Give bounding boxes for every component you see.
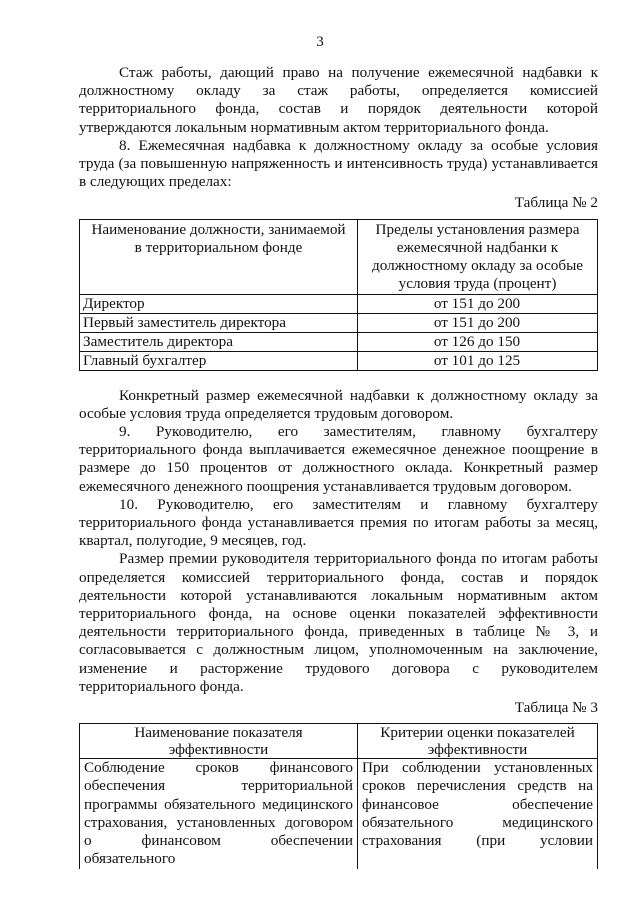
paragraph-item-8: 8. Ежемесячная надбавка к должностному окладу за особые условия труда (за повышенную напряженность и интенсивность труда) устанавливается в следующих пределах: — [79, 136, 598, 191]
indicator-cell: Соблюдение сроков финансового обеспечения территориальной программы обязательного медицинского страхования, установленных договором о финансовом обеспечении обязательного — [80, 759, 358, 869]
table-header-cell: Критерии оценки показателей эффективности — [358, 724, 598, 759]
page-number: 3 — [316, 34, 324, 50]
paragraph-specific-size: Конкретный размер ежемесячной надбавки к должностному окладу за особые условия труда определяется трудовым договором. — [79, 386, 598, 422]
table-header-row — [80, 724, 598, 759]
range-cell: от 101 до 125 — [358, 351, 598, 370]
table-row — [80, 295, 598, 314]
paragraph-item-9: 9. Руководителю, его заместителям, главному бухгалтеру территориального фонда выплачивается ежемесячное денежное поощрение в размере до 150 процентов от должностного оклада. Конкретный размер ежемесячного денежного поощрения устанавливается трудовым договором. — [79, 423, 598, 495]
range-cell: от 151 до 200 — [358, 314, 598, 333]
paragraph-seniority: Стаж работы, дающий право на получение ежемесячной надбавки к должностному окладу за стаж работы, определяется комиссией территориального фонда, состав и порядок деятельности которой утверждаются локальным нормативным актом территориального фонда. — [79, 64, 598, 136]
table-3 — [79, 723, 598, 868]
paragraph-bonus-size: Размер премии руководителя территориального фонда по итогам работы определяется комиссией территориального фонда, состав и порядок деятельности которой устанавливаются локальным нормативным актом территориального фонда, на основе оценки показателей эффективности деятельности территориального фонда, приведенных в таблице № 3, и согласовывается с должностным лицом, уполномоченным на заключение, изменение и расторжение трудового договора с руководителем территориального фонда. — [79, 550, 598, 695]
table-row — [80, 759, 598, 869]
table-row — [80, 314, 598, 333]
position-cell: Главный бухгалтер — [80, 351, 358, 370]
criteria-cell: При соблюдении установленных сроков перечисления средств на финансовое обеспечение обязательного медицинского страхования (при условии — [358, 759, 598, 869]
range-cell: от 126 до 150 — [358, 333, 598, 352]
table-header-row — [80, 219, 598, 295]
table-header-cell: Наименование показателя эффективности — [80, 724, 358, 759]
table-2 — [79, 219, 598, 371]
range-cell: от 151 до 200 — [358, 295, 598, 314]
table-row — [80, 333, 598, 352]
document-body — [79, 64, 598, 869]
table-2-caption: Таблица № 2 — [514, 194, 598, 212]
table-3-caption: Таблица № 3 — [514, 699, 598, 717]
table-header-cell: Пределы установления размера ежемесячной надбанки к должностному окладу за особые условия труда (процент) — [358, 219, 598, 295]
paragraph-item-10: 10. Руководителю, его заместителям и главному бухгалтеру территориального фонда устанавливается премия по итогам работы за месяц, квартал, полугодие, 9 месяцев, год. — [79, 495, 598, 550]
position-cell: Директор — [80, 295, 358, 314]
table-row — [80, 351, 598, 370]
position-cell: Первый заместитель директора — [80, 314, 358, 333]
table-header-cell: Наименование должности, занимаемой в территориальном фонде — [80, 219, 358, 295]
position-cell: Заместитель директора — [80, 333, 358, 352]
